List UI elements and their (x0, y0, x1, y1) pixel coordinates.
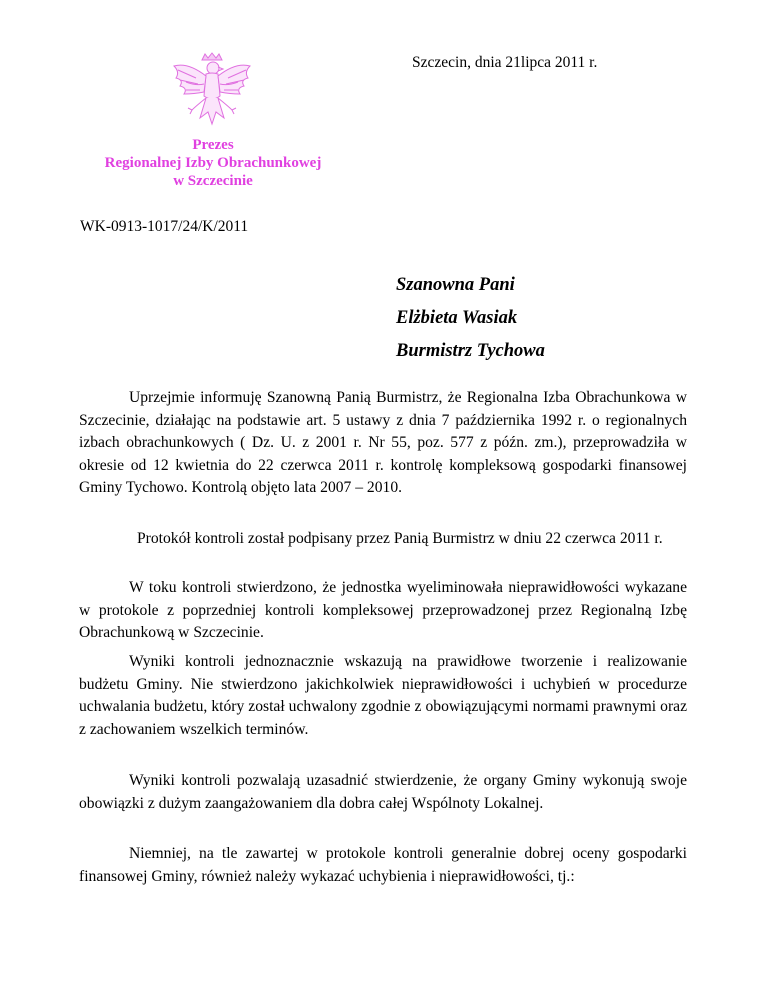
issuer-block (70, 136, 356, 190)
paragraph-protocol (79, 528, 687, 551)
reference-number: WK-0913-1017/24/K/2011 (80, 218, 249, 235)
paragraph: Wyniki kontroli pozwalają uzasadnić stwierdzenie, że organy Gminy wykonują swoje obowiązki z dużym zaangażowaniem dla dobra całej Wspólnoty Lokalnej. (79, 772, 687, 812)
paragraph: Niemniej, na tle zawartej w protokole kontroli generalnie dobrej oceny gospodarki finansowej Gminy, również należy wykazać uchybienia i nieprawidłowości, tj.: (79, 845, 687, 885)
paragraph-irregularities (79, 843, 687, 888)
addressee-name: Elżbieta Wasiak (396, 308, 518, 328)
paragraph-budget (79, 651, 687, 741)
paragraph-intro (79, 387, 687, 500)
issuer-title: Prezes (192, 137, 234, 153)
letter-date: Szczecin, dnia 21lipca 2011 r. (412, 54, 598, 71)
paragraph: Protokół kontroli został podpisany przez Panią Burmistrz w dniu 22 czerwca 2011 r. (137, 530, 663, 547)
paragraph-findings (79, 577, 687, 645)
addressee-title: Burmistrz Tychowa (396, 341, 545, 361)
paragraph: W toku kontroli stwierdzono, że jednostka wyeliminowała nieprawidłowości wykazane w protokole z poprzedniej kontroli kompleksowej przeprowadzonej przez Regionalną Izbę Obrachunkową w Szczecinie. (79, 579, 687, 642)
paragraph: Wyniki kontroli jednoznacznie wskazują na prawidłowe tworzenie i realizowanie budżetu Gminy. Nie stwierdzono jakichkolwiek nieprawidłowości i uchybień w procedurze uchwalania budżetu, który został uchwalony zgodnie z obowiązującymi normami prawnymi oraz z zachowaniem wszelkich terminów. (79, 653, 687, 738)
issuer-location: w Szczecinie (173, 173, 253, 189)
addressee-salutation: Szanowna Pani (396, 275, 515, 295)
polish-eagle-emblem-icon (166, 52, 258, 136)
paragraph: Uprzejmie informuję Szanowną Panią Burmistrz, że Regionalna Izba Obrachunkowa w Szczecinie, działając na podstawie art. 5 ustawy z dnia 7 października 1992 r. o regionalnych izbach obrachunkowych ( Dz. U. z 2001 r. Nr 55, poz. 577 z późn. zm.), przeprowadziła w okresie od 12 kwietnia do 22 czerwca 2011 r. kontrolę kompleksową gospodarki finansowej Gminy Tychowo. Kontrolą objęto lata 2007 – 2010. (79, 389, 687, 497)
issuer-institution: Regionalnej Izby Obrachunkowej (104, 155, 322, 171)
paragraph-assessment (79, 770, 687, 815)
